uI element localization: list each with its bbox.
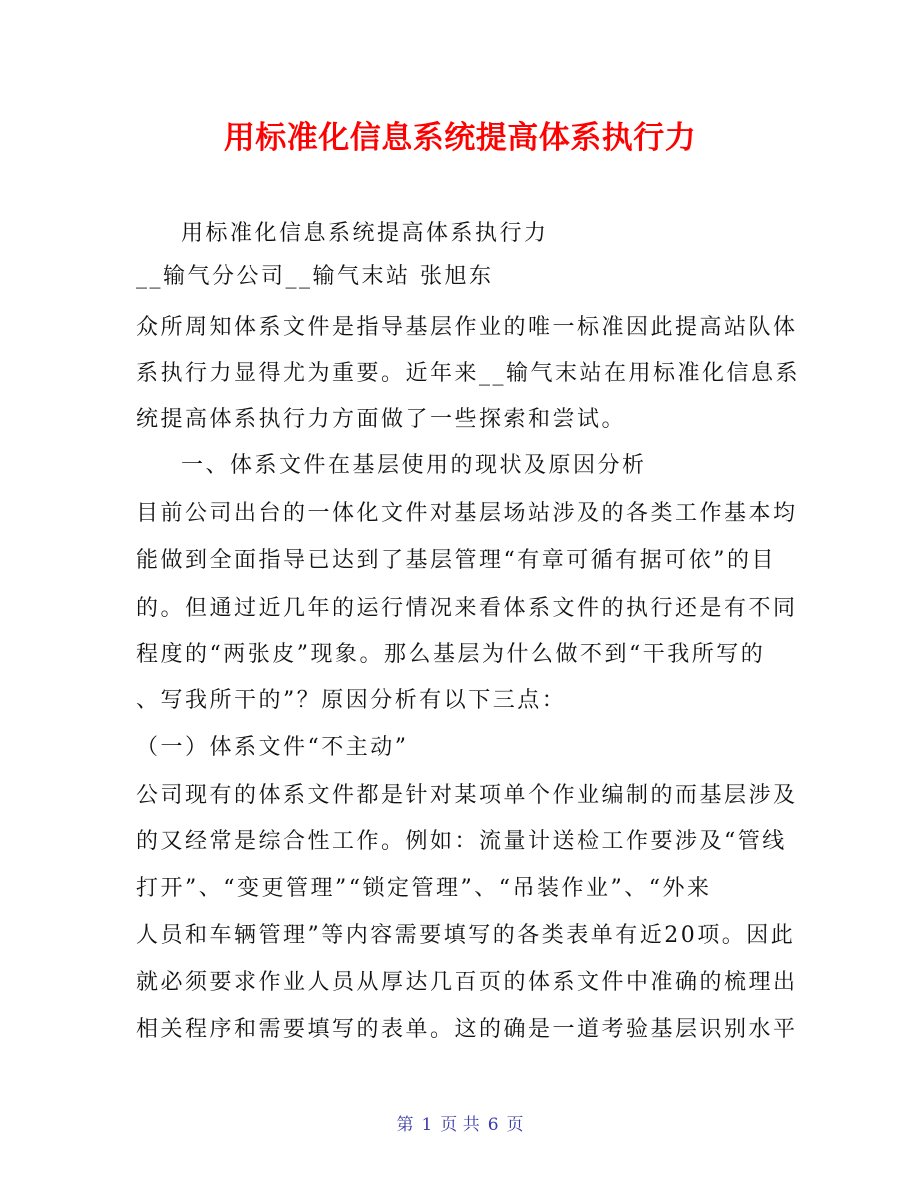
page-suffix: 页	[506, 1115, 524, 1135]
subtitle-line: 用标准化信息系统提高体系执行力	[181, 221, 549, 246]
paragraph-line: 打开”、“变更管理”“锁定管理”、“吊装作业”、“外来	[136, 876, 712, 901]
paragraph-line: 统提高体系执行力方面做了一些探索和尝试。	[136, 407, 627, 432]
section-heading: 一、体系文件在基层使用的现状及原因分析	[181, 453, 647, 478]
document-title: 用标准化信息系统提高体系执行力	[223, 120, 697, 156]
author-line: __输气分公司__输气末站 张旭东	[136, 264, 494, 289]
paragraph-line: 就必须要求作业人员从厚达几百页的体系文件中准确的梳理出	[136, 970, 798, 995]
paragraph-line: 相关程序和需要填写的表单。这的确是一道考验基层识别水平	[136, 1017, 798, 1042]
paragraph-line: 人员和车辆管理”等内容需要填写的各类表单有近20项。因此	[136, 923, 796, 948]
page-footer	[0, 1114, 920, 1136]
paragraph-line: 系执行力显得尤为重要。近年来__输气末站在用标准化信息系	[136, 361, 801, 386]
paragraph-line: 程度的“两张皮”现象。那么基层为什么做不到“干我所写的	[136, 642, 766, 667]
paragraph-line: 目前公司出台的一体化文件对基层场站涉及的各类工作基本均	[136, 501, 798, 526]
page-number: 1	[421, 1115, 433, 1135]
page-total: 6	[487, 1115, 499, 1135]
paragraph-line: 、写我所干的”？原因分析有以下三点：	[136, 688, 567, 713]
paragraph-line: 能做到全面指导已达到了基层管理“有章可循有据可依”的目	[136, 548, 776, 573]
paragraph-line: 的又经常是综合性工作。例如：流量计送检工作要涉及“管线	[136, 829, 787, 854]
paragraph-line: 众所周知体系文件是指导基层作业的唯一标准因此提高站队体	[136, 315, 798, 340]
subsection-heading: （一）体系文件“不主动”	[136, 735, 409, 760]
paragraph-line: 公司现有的体系文件都是针对某项单个作业编制的而基层涉及	[136, 783, 798, 808]
page-prefix: 第	[396, 1115, 414, 1135]
paragraph-line: 的。但通过近几年的运行情况来看体系文件的执行还是有不同	[136, 596, 798, 621]
page-mid: 页 共	[440, 1115, 480, 1135]
